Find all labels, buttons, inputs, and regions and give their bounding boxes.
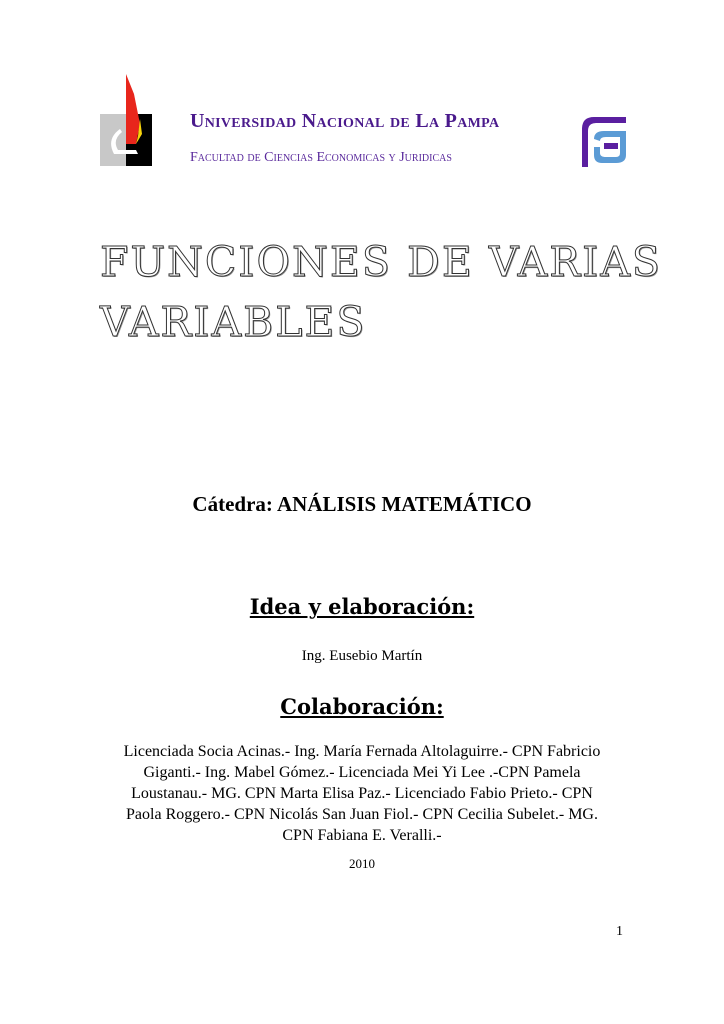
author: Ing. Eusebio Martín	[301, 648, 423, 664]
idea-heading: Idea y elaboración:	[249, 594, 475, 619]
faculty-name: Facultad de Ciencias Economicas y Juridicas	[190, 150, 452, 165]
year: 2010	[349, 856, 375, 871]
page-number: 1	[616, 924, 623, 939]
collaborators-list: Licenciada Socia Acinas.- Ing. María Fernada Altolaguirre.- CPN Fabricio Giganti.- Ing. Mabel Gómez.- Licenciada Mei Yi Lee .-CPN Pamela Loustanau.- MG. CPN Marta Elisa Paz.- Licenciado Fabio Prieto.- CPN Paola Roggero.- CPN Nicolás San Juan Fiol.- CPN Cecilia Subelet.- MG. CPN Fabiana E. Veralli.-	[123, 743, 601, 844]
title-line-1: FUNCIONES DE VARIAS	[100, 238, 663, 286]
unlpam-logo	[100, 74, 152, 166]
colaboracion-heading: Colaboración:	[280, 694, 444, 719]
university-name: Universidad Nacional de La Pampa	[190, 110, 500, 132]
faculty-logo	[578, 113, 630, 167]
catedra: Cátedra: ANÁLISIS MATEMÁTICO	[192, 492, 532, 516]
title-line-2: VARIABLES	[100, 298, 367, 346]
